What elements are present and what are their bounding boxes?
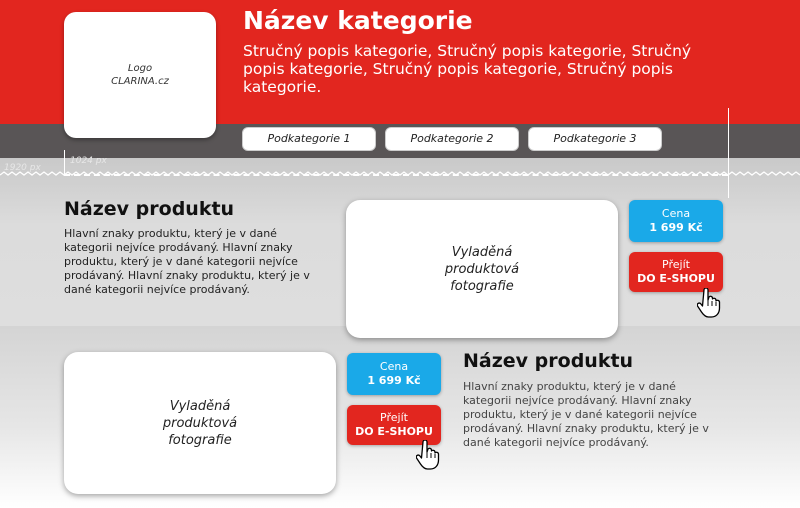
cta-line2: DO E-SHOPU bbox=[355, 425, 433, 438]
product-title[interactable]: Název produktu bbox=[463, 350, 634, 372]
category-title: Název kategorie bbox=[243, 6, 473, 35]
full-width-label: 1920 px bbox=[4, 163, 41, 173]
cta-line1: Přejít bbox=[662, 258, 690, 271]
subcategory-button-2[interactable]: Podkategorie 2 bbox=[385, 127, 519, 151]
photo-caption-line: produktová bbox=[162, 415, 238, 431]
price-label: Cena bbox=[661, 207, 691, 220]
cta-line1: Přejít bbox=[380, 411, 408, 424]
price-value: 1 699 Kč bbox=[649, 221, 703, 234]
logo[interactable] bbox=[64, 12, 216, 138]
photo-caption-line: fotografie bbox=[450, 278, 514, 294]
photo-caption-line: produktová bbox=[444, 261, 520, 277]
product-photo[interactable] bbox=[346, 200, 618, 338]
logo-label: Logo bbox=[127, 63, 153, 74]
hand-pointer-icon bbox=[697, 288, 721, 318]
subcategory-button-1[interactable]: Podkategorie 1 bbox=[242, 127, 376, 151]
product-photo[interactable] bbox=[64, 352, 336, 494]
content-left-guide bbox=[64, 150, 65, 176]
content-width-guide bbox=[64, 174, 728, 176]
product-description: Hlavní znaky produktu, který je v dané kategorii nejvíce prodávaný. Hlavní znaky produktu, který je v dané kategorii nejvíce prodávaný. Hlavní znaky produktu, který je v dané kategorii nejvíce prodávaný. bbox=[463, 380, 709, 449]
category-description: Stručný popis kategorie, Stručný popis kategorie, Stručný popis kategorie, Stručný popis kategorie, Stručný popis kategorie. bbox=[243, 42, 692, 96]
subcategory-button-3[interactable]: Podkategorie 3 bbox=[528, 127, 662, 151]
go-to-eshop-button[interactable] bbox=[347, 405, 441, 445]
content-width-label: 1024 px bbox=[70, 156, 107, 166]
product-title[interactable]: Název produktu bbox=[64, 198, 235, 220]
photo-caption-line: fotografie bbox=[168, 432, 232, 448]
price-badge bbox=[347, 353, 441, 395]
logo-brand: CLARINA.cz bbox=[111, 76, 169, 87]
product-description: Hlavní znaky produktu, který je v dané kategorii nejvíce prodávaný. Hlavní znaky produktu, který je v dané kategorii nejvíce prodávaný. Hlavní znaky produktu, který je v dané kategorii nejvíce prodávaný. bbox=[64, 227, 310, 296]
hand-pointer-icon bbox=[416, 440, 440, 470]
price-label: Cena bbox=[379, 360, 409, 373]
content-right-guide bbox=[728, 108, 729, 198]
photo-caption-line: Vyladěná bbox=[169, 398, 231, 414]
photo-caption-line: Vyladěná bbox=[451, 244, 513, 260]
go-to-eshop-button[interactable] bbox=[629, 252, 723, 292]
price-value: 1 699 Kč bbox=[367, 374, 421, 387]
price-badge bbox=[629, 200, 723, 242]
cta-line2: DO E-SHOPU bbox=[637, 272, 715, 285]
